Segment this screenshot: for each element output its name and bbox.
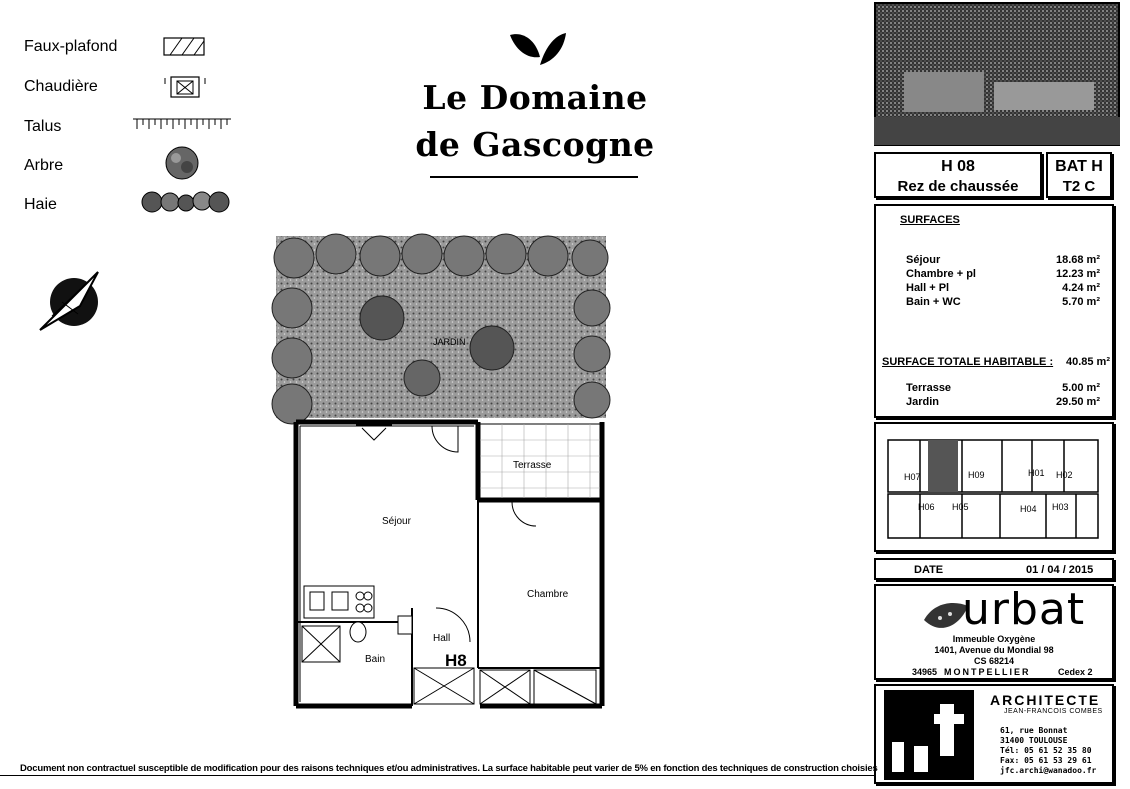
- key-unit-label: H02: [1056, 470, 1073, 480]
- developer-box: [874, 584, 1114, 680]
- urbat-postcode: 34965: [912, 667, 938, 677]
- surface-value: 4.24 m²: [1062, 282, 1100, 294]
- hedge-icon: [140, 189, 232, 215]
- lot-floor: Rez de chaussée: [897, 178, 1019, 195]
- floor-plan: [262, 228, 622, 718]
- terrace-label: Terrasse: [513, 460, 552, 471]
- architect-name: JEAN-FRANCOIS COMBES: [1004, 708, 1103, 715]
- key-plan-box: [874, 422, 1114, 552]
- architect-email: jfc.archi@wanadoo.fr: [1000, 766, 1097, 775]
- date-label: DATE: [914, 564, 944, 576]
- surface-name: Hall + Pl: [906, 282, 950, 294]
- bedroom-label: Chambre: [527, 589, 569, 600]
- architect-title: ARCHITECTE: [990, 692, 1101, 708]
- unit-type: T2 C: [1062, 178, 1096, 195]
- bath-label: Bain: [365, 654, 386, 665]
- urbat-city: MONTPELLIER: [944, 667, 1031, 677]
- living-label: Séjour: [382, 516, 411, 527]
- total-surface-label: SURFACE TOTALE HABITABLE :: [882, 356, 1054, 368]
- surface-name: Bain + WC: [906, 296, 961, 308]
- disclaimer-footer: Document non contractuel susceptible de modification pour des raisons techniques et/ou administratives. La surface habitable peut varier de 5% en fonction des techniques de construction choisies: [20, 763, 878, 774]
- surface-value: 5.70 m²: [1062, 296, 1100, 308]
- lot-number: H 08: [941, 158, 975, 175]
- tree-icon: [162, 145, 202, 181]
- boiler-icon: [162, 74, 208, 100]
- architect-city: 31400 TOULOUSE: [1000, 736, 1068, 745]
- domain-logo-icon: [506, 29, 570, 71]
- legend-label-chaudiere: Chaudière: [24, 78, 98, 95]
- footer-rule: [0, 775, 874, 776]
- total-surface-value: 40.85 m²: [1065, 356, 1110, 368]
- key-unit-label: H04: [1020, 504, 1037, 514]
- building-box: [1046, 152, 1112, 198]
- architect-tel: Tél: 05 61 52 35 80: [1000, 746, 1092, 755]
- building-code: BAT H: [1055, 158, 1103, 175]
- extra-surface-value: 29.50 m²: [1055, 396, 1100, 408]
- key-unit-label: H07: [904, 472, 921, 482]
- north-arrow-icon: [32, 262, 104, 342]
- surface-name: Séjour: [906, 254, 941, 266]
- highlighted-unit: [928, 440, 958, 492]
- surface-value: 12.23 m²: [1055, 268, 1100, 280]
- architect-fax: Fax: 05 61 53 29 61: [1000, 756, 1092, 765]
- unit-code-label: H8: [445, 651, 467, 670]
- title-underline: [430, 176, 638, 178]
- title-line-1: Le Domaine: [422, 78, 648, 117]
- urbat-cedex: Cedex 2: [1058, 667, 1093, 677]
- title-line-2: de Gascogne: [415, 125, 655, 164]
- garden-label: JARDIN: [433, 337, 466, 347]
- legend-label-faux-plafond: Faux-plafond: [24, 38, 118, 55]
- key-plan: [882, 430, 1108, 546]
- surface-value: 18.68 m²: [1055, 254, 1100, 266]
- key-unit-label: H03: [1052, 502, 1069, 512]
- urbat-address-line: 1401, Avenue du Mondial 98: [934, 645, 1054, 655]
- surface-name: Chambre + pl: [906, 268, 976, 280]
- urbat-address-line: CS 68214: [973, 656, 1015, 666]
- surfaces-heading: SURFACES: [900, 214, 960, 226]
- lot-box: [874, 152, 1042, 198]
- slope-icon: [133, 116, 233, 134]
- garden-area: [272, 234, 610, 424]
- date-box: [874, 558, 1114, 580]
- extra-surface-name: Terrasse: [906, 382, 952, 394]
- date-value: 01 / 04 / 2015: [1026, 564, 1094, 576]
- key-unit-label: H05: [952, 502, 969, 512]
- key-unit-label: H09: [968, 470, 985, 480]
- architect-street: 61, rue Bonnat: [1000, 726, 1068, 735]
- hall-label: Hall: [433, 633, 451, 644]
- jft-logo-icon: [884, 690, 974, 780]
- building-photo: [874, 2, 1122, 148]
- surfaces-box: [874, 204, 1114, 418]
- key-unit-label: H01: [1028, 468, 1045, 478]
- legend-label-arbre: Arbre: [24, 157, 64, 174]
- hatched-rect-icon: [162, 36, 208, 58]
- urbat-address-line: Immeuble Oxygène: [952, 634, 1036, 644]
- key-unit-label: H06: [918, 502, 935, 512]
- legend-label-haie: Haie: [24, 196, 57, 213]
- urbat-logo-text: urbat: [962, 584, 1086, 635]
- architect-box: [874, 684, 1114, 784]
- extra-surface-name: Jardin: [906, 396, 940, 408]
- extra-surface-value: 5.00 m²: [1062, 382, 1100, 394]
- legend-label-talus: Talus: [24, 118, 62, 135]
